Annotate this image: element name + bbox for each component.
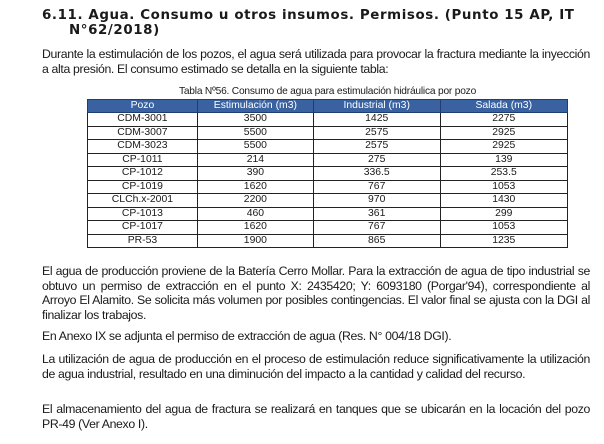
table-row xyxy=(88,207,568,221)
cell-industrial: 275 xyxy=(313,153,440,167)
cell-salada: 139 xyxy=(440,153,567,167)
cell-estimulacion: 5500 xyxy=(197,126,313,140)
cell-pozo: CP-1011 xyxy=(88,153,198,167)
storage-paragraph: El almacenamiento del agua de fractura se realizará en tanques que se ubicarán en la locación del pozo PR-49 (Ver Anexo I). xyxy=(42,402,590,431)
cell-estimulacion: 5500 xyxy=(197,140,313,154)
cell-estimulacion: 1900 xyxy=(197,234,313,248)
cell-salada: 1235 xyxy=(440,234,567,248)
cell-estimulacion: 1620 xyxy=(197,221,313,235)
section-heading xyxy=(42,8,602,38)
table-row xyxy=(88,126,568,140)
cell-pozo: CP-1012 xyxy=(88,167,198,181)
table-row xyxy=(88,167,568,181)
cell-pozo: CP-1017 xyxy=(88,221,198,235)
cell-pozo: CDM-3001 xyxy=(88,113,198,127)
annex-paragraph: En Anexo IX se adjunta el permiso de extracción de agua (Res. N° 004/18 DGI). xyxy=(42,329,452,343)
table-row xyxy=(88,221,568,235)
cell-salada: 1053 xyxy=(440,180,567,194)
cell-industrial: 2575 xyxy=(313,126,440,140)
cell-pozo: CDM-3023 xyxy=(88,140,198,154)
cell-industrial: 1425 xyxy=(313,113,440,127)
table-row xyxy=(88,113,568,127)
cell-salada: 1430 xyxy=(440,194,567,208)
cell-industrial: 767 xyxy=(313,180,440,194)
table-row xyxy=(88,234,568,248)
cell-pozo: CLCh.x-2001 xyxy=(88,194,198,208)
cell-estimulacion: 3500 xyxy=(197,113,313,127)
column-header-salada: Salada (m3) xyxy=(440,100,567,113)
cell-salada: 1053 xyxy=(440,221,567,235)
table-row xyxy=(88,153,568,167)
cell-salada: 2275 xyxy=(440,113,567,127)
cell-salada: 253.5 xyxy=(440,167,567,181)
cell-industrial: 361 xyxy=(313,207,440,221)
cell-industrial: 865 xyxy=(313,234,440,248)
cell-industrial: 970 xyxy=(313,194,440,208)
cell-pozo: CP-1019 xyxy=(88,180,198,194)
cell-salada: 299 xyxy=(440,207,567,221)
cell-pozo: CP-1013 xyxy=(88,207,198,221)
section-heading-line1: 6.11. Agua. Consumo u otros insumos. Permisos. (Punto 15 AP, IT xyxy=(42,8,575,23)
table-header-row xyxy=(88,100,568,113)
cell-salada: 2925 xyxy=(440,140,567,154)
column-header-pozo: Pozo xyxy=(88,100,198,113)
intro-paragraph: Durante la estimulación de los pozos, el agua será utilizada para provocar la fractura mediante la inyección a alta presión. El consumo estimado se detalla en la siguiente tabla: xyxy=(42,47,590,76)
cell-salada: 2925 xyxy=(440,126,567,140)
cell-pozo: PR-53 xyxy=(88,234,198,248)
table-row xyxy=(88,140,568,154)
table-row xyxy=(88,194,568,208)
impact-paragraph: La utilización de agua de producción en el proceso de estimulación reduce significativamente la utilización de agua industrial, resultado en una diminución del impacto a la cantidad y calidad del recurso. xyxy=(42,352,590,381)
water-consumption-table xyxy=(87,99,568,248)
cell-estimulacion: 460 xyxy=(197,207,313,221)
section-heading-line2: N°62/2018) xyxy=(69,23,160,38)
production-water-paragraph: El agua de producción proviene de la Batería Cerro Mollar. Para la extracción de agua de tipo industrial se obtuvo un permiso de extracción en el punto X: 2435420; Y: 6093180 (Porgar'94), correspondiente al Arroyo El Alamito. Se solicita más volumen por posibles contingencias. El valor final se ajusta con la DGI al finalizar los trabajos. xyxy=(42,264,590,322)
column-header-industrial: Industrial (m3) xyxy=(313,100,440,113)
cell-industrial: 336.5 xyxy=(313,167,440,181)
cell-estimulacion: 1620 xyxy=(197,180,313,194)
table-caption: Tabla Nº56. Consumo de agua para estimulación hidráulica por pozo xyxy=(178,86,477,97)
cell-estimulacion: 390 xyxy=(197,167,313,181)
cell-industrial: 2575 xyxy=(313,140,440,154)
cell-estimulacion: 2200 xyxy=(197,194,313,208)
cell-estimulacion: 214 xyxy=(197,153,313,167)
cell-pozo: CDM-3007 xyxy=(88,126,198,140)
cell-industrial: 767 xyxy=(313,221,440,235)
table-row xyxy=(88,180,568,194)
column-header-estimulacion: Estimulación (m3) xyxy=(197,100,313,113)
